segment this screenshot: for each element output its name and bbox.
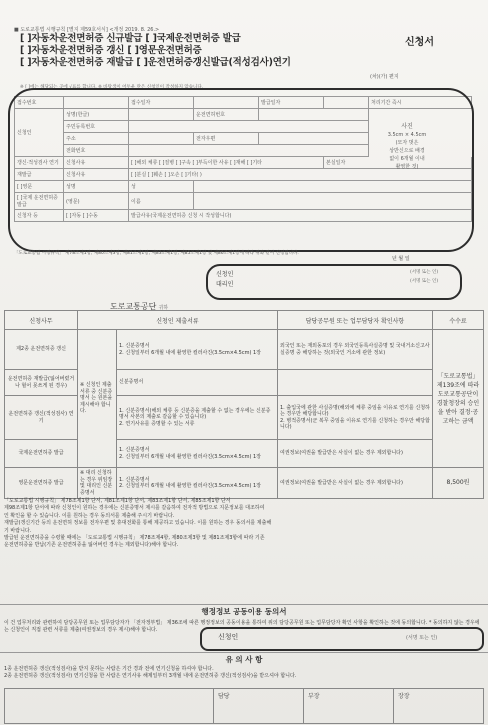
photo-label: 사진 — [401, 123, 413, 130]
agent-sign-note[interactable]: (서명 또는 인) — [410, 279, 439, 284]
cell[interactable]: [ ]국제 운전면허증 발급 — [15, 193, 64, 210]
reissue-reason-options[interactable]: [ ]분실 [ ]훼손 [ ]오손 [ ]기타( ) — [129, 169, 472, 181]
note-line: 제98조제1항 단서에 따라 신청인이 원하는 경우에는 신분증명서 제시를 갈음하여 전자적 방법으로 지문정보를 대조하여 — [4, 505, 265, 512]
header-task: 신청사무 — [5, 311, 78, 330]
fee-cell: 「도로교통법」제139조에 따라 도로교통공단이 경찰청장의 승인을 받아 결정·공고하는 금액 — [433, 330, 484, 468]
check-cell — [278, 370, 433, 396]
approval-blank — [5, 689, 214, 724]
note-line: 운전면허증을 반납(기존 운전면허증을 잃어버린 경우는 제외합니다)해야 합니다. — [4, 542, 179, 549]
cell: 접수일자 — [129, 97, 194, 109]
date-line: 년 월 일 — [392, 256, 410, 262]
cell: 갱신·적성검사 연기 — [15, 157, 64, 169]
notes-block — [4, 498, 484, 550]
cell: 재발급 — [15, 169, 64, 181]
form-reference: ■ 도로교통법 시행규칙 [별지 제59호서식] <개정 2019. 8. 26.> — [14, 27, 160, 33]
cell: 신청사유 — [64, 169, 129, 181]
cell: (영문) — [64, 193, 129, 210]
note-line: 발급된 운전면허증을 수령할 때에는 「도로교통법 시행규칙」 제78조제4항, 제80조제3항 및 제81조제3항에 따라 기존 — [4, 535, 265, 542]
title-line-2: [ ]자동차운전면허증 갱신 [ ]영문운전면허증 — [20, 45, 202, 56]
cell: 운전면허번호 — [194, 109, 259, 121]
requirements-table — [4, 310, 484, 499]
cautions-title: 유 의 사 항 — [225, 655, 263, 664]
caution-line: 2종 운전면허증 갱신(적성검사) 연기신청을 한 사람은 연기사유 해제일부터 3개월 내에 운전면허증 갱신(적성검사)을 받으셔야 합니다. — [4, 673, 297, 679]
header-fee: 수수료 — [433, 311, 484, 330]
photo-instruction-1: (모자 벗은 — [395, 140, 419, 146]
cell: 발급일자 — [259, 97, 324, 109]
agent-note: ※ 대리 신청하는 경우 위임장 및 대리인 신분증명서 — [78, 468, 117, 499]
cell: 성 — [129, 181, 194, 193]
hand-drawn-oval-consent — [200, 627, 484, 651]
cell: 신청자 등 — [15, 210, 64, 222]
approval-head: 장장 — [394, 689, 484, 724]
title-line-1: [ ]자동차운전면허증 신규발급 [ ]국제운전면허증 발급 — [20, 33, 241, 44]
applicant-sign-note[interactable]: (서명 또는 인) — [410, 270, 439, 275]
check-cell: 여권정보(여권을 발급받은 사실이 없는 경우 제외합니다) — [278, 468, 433, 499]
docs-cell: 신분증명서 — [117, 370, 278, 396]
cell: 성명(한글) — [64, 109, 129, 121]
cell[interactable]: [ ]영문 — [15, 181, 64, 193]
postpone-reason-options[interactable]: [ ]해외 체류 [ ]질병 [ ]구속 [ ]부득이한 사유 [ ]재해 [ ]기타 — [129, 157, 324, 169]
docs-cell: 1. 신분증명서 2. 신청일부터 6개월 내에 촬영한 컬러사진(3.5cm×4.5cm) 1장 — [117, 330, 278, 370]
note-line: 기 바랍니다. — [4, 527, 32, 534]
fee-cell: 8,500원 — [433, 468, 484, 499]
cell: 주민등록번호 — [64, 121, 129, 133]
cell: 성명 — [64, 181, 129, 193]
cell: 전화번호 — [64, 145, 129, 157]
consent-sign-note[interactable]: (서명 또는 인) — [406, 635, 438, 641]
consent-signer: 신청인 — [218, 633, 239, 641]
check-cell: 외국인 또는 재외동포의 경우 외국인등록사실증명 및 국내거소신고사실증명 중 해당하는 것(외국인 거소에 관한 정보) — [278, 330, 433, 370]
consent-text: 이 건 업무처리와 관련하여 담당공무원 또는 업무담당자가 「전자정부법」 제36조에 따른 행정정보의 공동이용을 통하여 위의 담당공무원 또는 업무담당자 확인 사항을 확인하는 것에 동의합니다. * 동의하지 않는 경우에는 신청인이 직접 관련 서류를 제출(여권정보의 경우 제시)해야 합니다. — [4, 620, 480, 633]
check-cell: 여권정보(여권을 발급받은 사실이 없는 경우 제외합니다) — [278, 440, 433, 468]
approval-table — [4, 688, 484, 724]
addressee-name: 도로교통공단 — [110, 302, 157, 311]
cell: 처리기간 즉시 — [369, 97, 472, 109]
cell: 이름 — [129, 193, 194, 210]
docs-cell: 1. 신분증명서 2. 신청일부터 6개월 내에 촬영한 컬러사진(3.5cm×4.5cm) 1장 — [117, 440, 278, 468]
addressee-suffix: 귀하 — [158, 305, 169, 311]
note-line: 「도로교통법 시행규칙」 제78조제1항 단서, 제81조제1항 단서, 제83조제1항 단서, 제85조제1항 단서 — [4, 498, 231, 504]
photo-instruction-3: 없이 6개월 이내 — [389, 156, 425, 162]
check-cell: 1. 출입국에 관한 사실증명(해외에 체류 중임을 이유로 연기를 신청하는 경우만 해당합니다) 2. 병적증명서(군 복무 중임을 이유로 연기를 신청하는 경우만 해당합니다) — [278, 396, 433, 440]
photo-instruction-4: 촬영한 것) — [395, 164, 419, 170]
approval-staff: 담당 — [214, 689, 304, 724]
applicant-note: ※ 신청인 제출서류 중 신분증명서 는 원본을 제시해야 합니다. — [78, 330, 117, 468]
agent-label: 대리인 — [216, 281, 234, 288]
extra-label: 본실일자 — [324, 157, 472, 169]
divider — [0, 652, 488, 653]
legal-basis-line: 「도로교통법 시행규칙」 제78조제1항, 제80조제3항, 제81조제1항, 제83조제1항, 제85조제1항 및 제86조제1항에 따라 위와 같이 신청합니다. — [14, 251, 299, 256]
form-instructions: ※ [ ]에는 해당되는 곳에 √표를 합니다. ※ 바탕색이 어두운 란은 신청인이 작성하지 않습니다. — [20, 85, 204, 90]
note-line: 인 확인을 할 수 있습니다. 이를 원하는 경우 동의서를 제출해 주시기 바랍니다. — [4, 512, 175, 519]
consent-title: 행정정보 공동이용 동의서 — [201, 607, 287, 616]
transmission-options[interactable]: [ ]자동 [ ]수동 — [64, 210, 129, 222]
header-check: 담당공무원 또는 업무담당자 확인사항 — [278, 311, 433, 330]
cell: 전자우편 — [194, 133, 259, 145]
photo-size: 3.5cm × 4.5cm — [387, 132, 427, 138]
cell: 주소 — [64, 133, 129, 145]
cautions-text — [4, 666, 484, 680]
cell: 신청사유 — [64, 157, 129, 169]
issue-reason-field[interactable]: 발급사유(국제운전면허증 신청 시 작성합니다) — [129, 210, 472, 222]
docs-cell: 1. 신분증명서(해외 체류 등 신분증을 제출할 수 없는 경우에는 신분증명서 사본의 제출로 갈음할 수 있습니다) 2. 연기사유를 증명할 수 있는 서류 — [117, 396, 278, 440]
title-line-3: [ ]자동차운전면허증 재발급 [ ]운전면허증갱신발급(적성검사)연기 — [20, 57, 291, 68]
task-cell: 제2종 운전면허증 갱신 — [5, 330, 78, 370]
hand-drawn-oval-signature — [206, 264, 462, 300]
applicant-label: 신청인 — [216, 271, 234, 278]
docs-cell: 1. 신분증명서 2. 신청일부터 6개월 내에 촬영한 컬러사진(3.5cm×4.5cm) 1장 — [117, 468, 278, 499]
task-cell: 운전면허증 재발급(잃어버렸거나 헐어 못쓰게 된 경우) — [5, 370, 78, 396]
note-line: 재발급(갱신기간 등의 운전면허 정보를 전자우편 및 휴대전화를 통해 제공하고 있습니다. 이를 원하는 경우 동의서를 제출해 — [4, 520, 272, 527]
approval-manager: 부장 — [304, 689, 394, 724]
divider — [0, 604, 488, 605]
task-cell: 운전면허증 갱신(적성검사) 연기 — [5, 396, 78, 440]
form-title — [20, 33, 460, 69]
caution-line: 1종 운전면허증 갱신(적성검사)을 받지 못하는 사람은 기간 경과 전에 연기신청을 하셔야 합니다. — [4, 666, 214, 672]
task-cell: 영문운전면허증 발급 — [5, 468, 78, 499]
cell: 접수번호 — [15, 97, 64, 109]
task-cell: 국제운전면허증 발급 — [5, 440, 78, 468]
cell: 신청인 — [15, 109, 64, 157]
hand-drawn-oval-applicant — [8, 88, 474, 252]
title-suffix: 신청서 — [405, 37, 434, 48]
header-docs: 신청인 제출서류 — [78, 311, 278, 330]
processing-code: (차)(가) 편지 — [370, 74, 399, 80]
photo-instruction-2: 상반신으로 배경 — [389, 148, 425, 154]
